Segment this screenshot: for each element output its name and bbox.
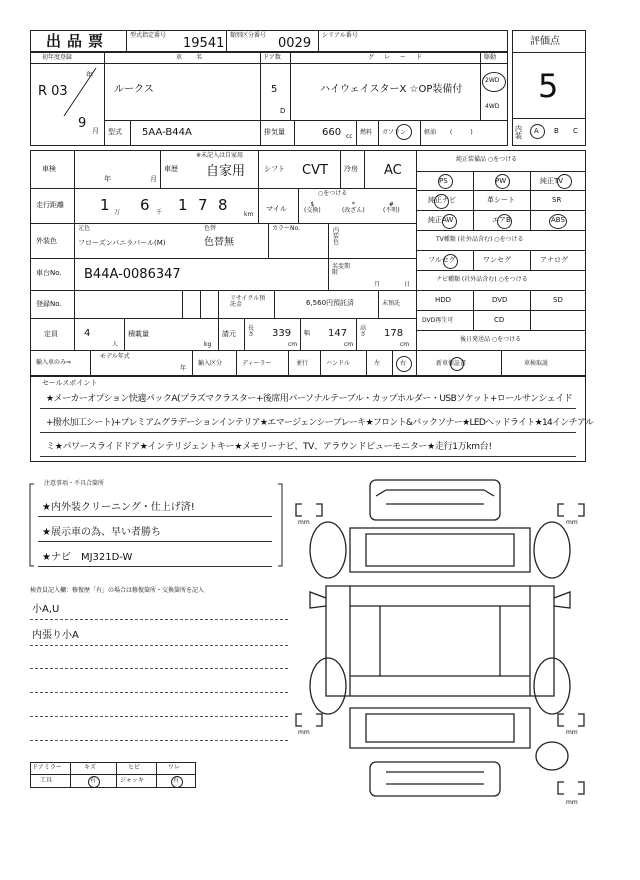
nav-hdd: HDD xyxy=(435,296,452,304)
fuel-label: 燃料 xyxy=(360,129,373,136)
capacity-label: 定員 xyxy=(44,330,58,338)
nav-dvd: DVD xyxy=(492,296,508,304)
item-jack: ジャッキ xyxy=(120,777,144,784)
sales-line-1: ★メーカーオプション快適パックA(プラズマクラスター+後席用パーソナルテーブル・カップホルダー・USBソケット+ロールサンシェイド xyxy=(46,394,573,404)
note-line-1: ★内外装クリーニング・仕上げ済! xyxy=(42,502,195,513)
mileage-digit-5: 8 xyxy=(218,196,228,214)
recycle-label: リサイクル預託金 xyxy=(230,295,266,308)
model-label: 型式 xyxy=(108,128,122,136)
tv-oneseg: ワンセグ xyxy=(483,256,511,264)
height-value: 178 xyxy=(384,328,404,339)
height-cm: cm xyxy=(400,341,410,348)
grade-value: ハイウェイスターX ☆OP装備付 xyxy=(320,84,463,95)
mileage-digit-2: 6 xyxy=(140,196,150,214)
length-label: 長さ xyxy=(248,325,255,338)
fuel-diesel: 軽油 xyxy=(424,129,437,136)
equip-sr: SR xyxy=(552,196,562,204)
interior-a: A xyxy=(534,127,539,135)
drive-4wd: 4WD xyxy=(485,103,500,110)
mileage-digit-1: 1 xyxy=(100,196,110,214)
reg-era: R 03 xyxy=(38,84,68,99)
item-tools: 工具 xyxy=(40,777,53,784)
mark-note: ○をつける xyxy=(318,190,348,197)
tv-type-label: TV種類 (社外品含む) ○をつける xyxy=(436,236,524,243)
inspection-year: 年 xyxy=(104,175,111,183)
history-value: 自家用 xyxy=(206,164,246,179)
door-suffix: D xyxy=(280,107,286,115)
equip-ps: PS xyxy=(439,177,448,185)
name-change-month: 月 xyxy=(374,281,381,288)
shift-label: シフト xyxy=(264,165,285,173)
handle-label: ハンドル xyxy=(326,360,351,367)
interior-color-label: 内装色 xyxy=(333,227,340,246)
load-label: 積載量 xyxy=(128,330,149,338)
import-parallel: 並行 xyxy=(296,360,309,367)
handle-left: 左 xyxy=(374,360,381,367)
recycle-value: 6,560円預託済 xyxy=(306,299,355,307)
mileage-exchange: $ (交換) xyxy=(304,201,321,214)
ac-value: AC xyxy=(384,163,402,178)
import-dealer: ディーラー xyxy=(242,360,272,367)
inspector-line-2: 内張り小A xyxy=(32,630,79,641)
inspection-label: 車検 xyxy=(42,165,56,173)
interior-c: C xyxy=(573,127,578,135)
manual: 車検取説 xyxy=(524,360,549,367)
inspector-line-1: 小A,U xyxy=(32,604,60,615)
item-header-scratch: キズ xyxy=(84,764,96,771)
ac-label: 冷房 xyxy=(344,165,358,173)
sheet-title: 出品票 xyxy=(46,32,110,50)
equip-aw: 純正AW xyxy=(428,216,454,224)
new-warranty: 新車保証書 xyxy=(436,360,467,367)
item-jack-value: 有 xyxy=(173,777,180,784)
model-value: 5AA-B44A xyxy=(142,127,192,138)
item-tools-value: 有 xyxy=(90,777,97,784)
capacity-value: 4 xyxy=(84,328,91,339)
mileage-man: 万 xyxy=(114,209,121,216)
score-value: 5 xyxy=(538,67,559,105)
shift-value: CVT xyxy=(302,163,328,178)
tv-analog: アナログ xyxy=(540,256,568,264)
regno-label: 登録No. xyxy=(36,300,62,308)
reg-month-suffix: 月 xyxy=(92,127,99,135)
car-diagram xyxy=(290,476,590,806)
sales-label: セールスポイント xyxy=(42,379,98,387)
width-cm: cm xyxy=(344,341,354,348)
mileage-digit-3: 1 xyxy=(178,196,188,214)
orig-color-value: フローズンバニラパール(M) xyxy=(78,239,166,247)
equip-abs: ABS xyxy=(551,216,565,224)
first-reg-label: 初年度登録 xyxy=(42,54,73,61)
mileage-digit-4: 7 xyxy=(198,196,208,214)
note-line-2: ★展示車の為、早い者勝ち xyxy=(42,527,161,538)
color-change-value: 色替無 xyxy=(204,237,234,248)
equip-navi: 純正ナビ xyxy=(428,196,456,204)
mile-label: マイル xyxy=(266,205,287,213)
import-class-label: 輸入区分 xyxy=(198,360,223,367)
item-header-mirror: ドアミラー xyxy=(32,764,62,771)
import-label: 輸入車のみ⇒ xyxy=(36,359,72,366)
equip-tv: 純正TV xyxy=(540,177,564,185)
mileage-tampered: * (改ざん) xyxy=(342,201,365,214)
serial-label: シリアル番号 xyxy=(322,32,358,39)
color-label: 外装色 xyxy=(36,237,57,245)
fuel-gas: ガソリン xyxy=(382,129,407,136)
name-change-label: 名変期限 xyxy=(332,263,351,276)
displacement-value: 660 xyxy=(322,127,342,138)
mm-label-2: mm xyxy=(566,519,578,526)
cc-unit: cc xyxy=(346,133,353,140)
mileage-digits xyxy=(88,192,238,220)
displacement-label: 排気量 xyxy=(264,128,285,136)
std-equip-label: 純正装備品 ○をつける xyxy=(456,156,518,163)
name-change-day: 日 xyxy=(404,281,411,288)
class-no-value: 0029 xyxy=(278,36,312,51)
width-label: 幅 xyxy=(304,330,311,337)
mm-label-4: mm xyxy=(566,729,578,736)
chassis-label: 車台No. xyxy=(36,269,62,277)
length-value: 339 xyxy=(272,328,292,339)
model-year-label: モデル年式 xyxy=(100,353,130,360)
equip-leather: 革シート xyxy=(487,196,515,204)
nav-type-label: ナビ種類 (社外品含む) ○をつける xyxy=(436,276,528,283)
drive-2wd: 2WD xyxy=(485,77,500,84)
score-label: 評価点 xyxy=(530,36,560,47)
history-label: 車歴 xyxy=(164,165,178,173)
reg-year-suffix: 年 xyxy=(86,71,93,79)
color-no-label: カラーNo. xyxy=(272,225,300,232)
notes-label: 注意事項・不具合箇所 xyxy=(44,480,105,487)
equip-pw: PW xyxy=(495,177,507,185)
mileage-label: 走行距離 xyxy=(36,201,64,209)
inspection-month: 月 xyxy=(150,175,157,183)
fuel-other: ( ) xyxy=(450,129,473,136)
dvd-play-label: DVD再生可 xyxy=(422,317,454,324)
item-header-break: ワレ xyxy=(168,764,181,771)
car-name: ルークス xyxy=(114,84,154,95)
mm-label-1: mm xyxy=(298,519,310,526)
note-line-3: ★ナビ MJ321D-W xyxy=(42,552,133,563)
interior-b: B xyxy=(554,127,559,135)
class-no-label: 類別区分番号 xyxy=(230,32,267,39)
later-label: 後日発送品 ○をつける xyxy=(460,336,522,343)
sales-line-3: ミ★パワースライドドア★インテリジェントキー★メモリーナビ、TV、アラウンドビューモニター★走行1万km台! xyxy=(46,442,492,452)
length-cm: cm xyxy=(288,341,298,348)
tv-fullseg: フルセグ xyxy=(428,256,456,264)
name-label: 車名 xyxy=(176,54,217,61)
plate-label: 請元 xyxy=(222,330,236,338)
reg-month: 9 xyxy=(78,116,87,131)
nav-cd: CD xyxy=(494,316,505,324)
equip-airbag: エアB xyxy=(492,216,511,224)
capacity-persons: 人 xyxy=(112,341,119,348)
sales-line-2: +撥水加工シート)+プレミアムグラデーションインテリア★エマージェンシーブレーキ★フロント&バックソナー★LEDヘッドライト★14インチアル xyxy=(46,418,594,428)
width-value: 147 xyxy=(328,328,348,339)
drive-label: 駆動 xyxy=(484,54,497,61)
mm-label-3: mm xyxy=(298,729,310,736)
type-no-label: 型式指定番号 xyxy=(130,32,167,39)
mileage-km: km xyxy=(244,211,254,218)
mileage-unknown: # (不明) xyxy=(383,201,400,214)
color-code-label: 色替 xyxy=(204,225,217,232)
nav-sd: SD xyxy=(553,296,563,304)
type-no-value: 19541 xyxy=(183,36,225,51)
item-header-crack: ヒビ xyxy=(128,764,141,771)
load-kg: kg xyxy=(204,341,212,348)
chassis-value: B44A-0086347 xyxy=(84,267,181,282)
inspector-label: 検査員記入欄：修復歴「有」の場合は修復箇所・交換箇所を記入 xyxy=(30,587,205,594)
model-year-suffix: 年 xyxy=(180,365,187,372)
mm-label-5: mm xyxy=(566,799,578,806)
grade-label: グレード xyxy=(368,54,433,61)
mileage-sen: 千 xyxy=(156,209,163,216)
doors-value: 5 xyxy=(271,84,278,95)
history-note: ※未記入は自家用 xyxy=(196,152,244,159)
height-label: 高さ xyxy=(360,325,367,338)
handle-right: 右 xyxy=(400,360,407,367)
recycle-unpaid: 未預託 xyxy=(382,300,401,307)
doors-label: ドア数 xyxy=(263,54,281,61)
orig-color-label: 元色 xyxy=(78,225,91,232)
interior-label: 内装 xyxy=(515,125,522,140)
